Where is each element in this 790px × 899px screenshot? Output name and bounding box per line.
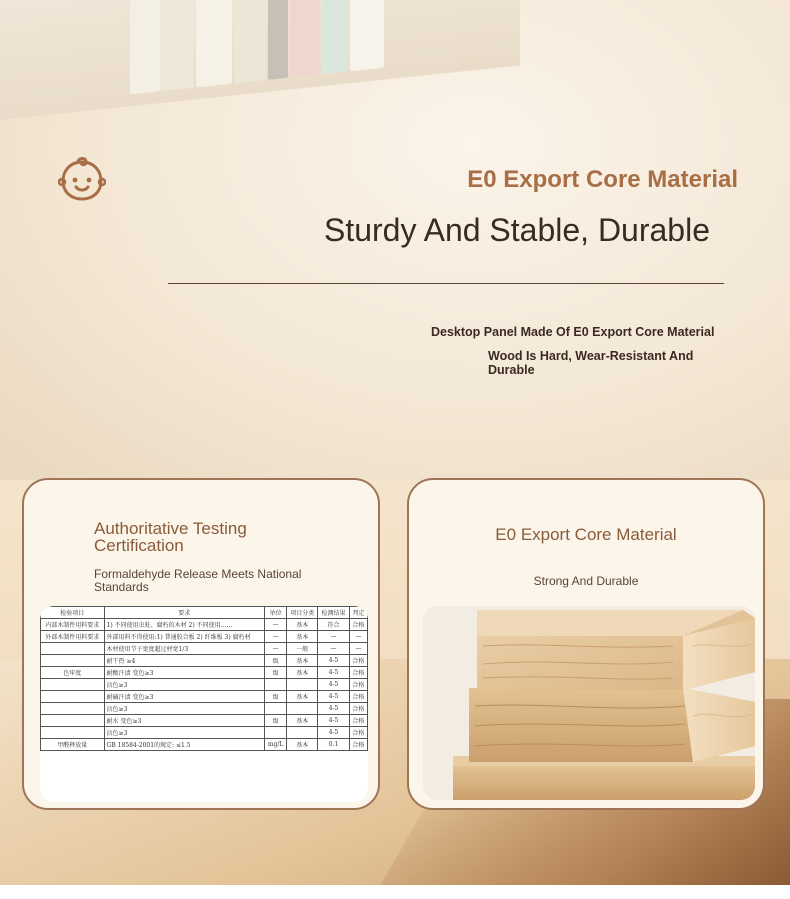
report-cell: 4-5 [318, 679, 349, 691]
section-title: E0 Export Core Material [467, 166, 738, 193]
report-cell: 级 [265, 715, 287, 727]
report-cell [41, 679, 105, 691]
report-cell [41, 691, 105, 703]
report-cell: 4-5 [318, 715, 349, 727]
report-cell: 甲醛释放量 [41, 739, 105, 751]
report-header-cell: 检验项目 [41, 607, 105, 619]
report-cell [41, 727, 105, 739]
core-material-card [407, 478, 765, 810]
description-line-2: Wood Is Hard, Wear-Resistant And Durable [488, 349, 694, 377]
report-row [41, 655, 368, 667]
report-cell: 木材使用节子宽度超过材宽1/3 [104, 643, 265, 655]
report-cell: 基本 [287, 667, 318, 679]
book [160, 0, 194, 91]
report-cell: 耐酸汗渍 变色≥3 [104, 667, 265, 679]
report-cell: 一般 [287, 643, 318, 655]
report-cell [41, 715, 105, 727]
report-header-cell: 要求 [104, 607, 265, 619]
report-row [41, 631, 368, 643]
book [322, 0, 348, 74]
report-row [41, 691, 368, 703]
report-cell: — [265, 643, 287, 655]
report-row [41, 703, 368, 715]
report-cell: — [349, 631, 367, 643]
report-cell: 合格 [349, 727, 367, 739]
report-header-cell: 检测结果 [318, 607, 349, 619]
report-cell: — [265, 631, 287, 643]
report-row [41, 619, 368, 631]
test-report-table [40, 606, 368, 751]
card-subtitle: Formaldehyde Release Meets National Standards [94, 567, 302, 594]
report-cell: 沾色≥3 [104, 703, 265, 715]
report-cell: 外部用料不得使用:1) 普通胶合板 2) 纤维板 3) 腐朽材 [104, 631, 265, 643]
report-cell: 合格 [349, 715, 367, 727]
report-cell: 合格 [349, 691, 367, 703]
report-cell: 级 [265, 691, 287, 703]
report-cell [41, 655, 105, 667]
report-cell: 沾色≥3 [104, 679, 265, 691]
report-cell: — [349, 643, 367, 655]
report-cell: 基本 [287, 739, 318, 751]
card-title: E0 Export Core Material [495, 525, 677, 544]
book [268, 0, 288, 80]
report-row [41, 739, 368, 751]
section-subtitle: Sturdy And Stable, Durable [323, 212, 710, 248]
report-cell [265, 703, 287, 715]
report-cell [41, 703, 105, 715]
report-cell: 合格 [349, 703, 367, 715]
card-title: Authoritative Testing Certification [94, 519, 247, 555]
report-cell: 耐干热 ≥4 [104, 655, 265, 667]
report-header-row [41, 607, 368, 619]
report-cell: GB 18584-2001的规定: ≤1.5 [104, 739, 265, 751]
book [196, 0, 232, 87]
report-cell: 内部木制件用料要求 [41, 619, 105, 631]
report-cell [287, 727, 318, 739]
report-row [41, 715, 368, 727]
report-cell: 沾色≥3 [104, 727, 265, 739]
report-cell: 符合 [318, 619, 349, 631]
divider-line [168, 283, 724, 284]
report-cell: 基本 [287, 631, 318, 643]
report-cell: 级 [265, 667, 287, 679]
report-row [41, 667, 368, 679]
report-cell: 耐水 变色≥3 [104, 715, 265, 727]
baby-face-icon [58, 156, 106, 204]
report-cell: 外部木制件用料要求 [41, 631, 105, 643]
report-cell [287, 703, 318, 715]
report-row [41, 727, 368, 739]
report-cell: 合格 [349, 679, 367, 691]
report-cell: 基本 [287, 655, 318, 667]
report-row [41, 643, 368, 655]
report-cell: 耐碱汗渍 变色≥3 [104, 691, 265, 703]
report-cell: mg/L [265, 739, 287, 751]
report-cell: — [318, 631, 349, 643]
report-cell: 4-5 [318, 703, 349, 715]
report-cell: — [265, 619, 287, 631]
report-cell: 基本 [287, 691, 318, 703]
book [130, 0, 160, 94]
bottom-edge [0, 885, 790, 899]
report-cell [41, 643, 105, 655]
report-header-cell: 判定 [349, 607, 367, 619]
report-cell: 4-5 [318, 727, 349, 739]
report-header-cell: 项目分类 [287, 607, 318, 619]
report-cell [265, 679, 287, 691]
report-cell: — [318, 643, 349, 655]
report-cell: 4-5 [318, 691, 349, 703]
report-cell: 色牢度 [41, 667, 105, 679]
book [290, 0, 320, 78]
book [234, 0, 266, 83]
report-header-cell: 单位 [265, 607, 287, 619]
report-cell: 合格 [349, 655, 367, 667]
report-cell: 合格 [349, 739, 367, 751]
book [350, 0, 384, 71]
report-cell [265, 727, 287, 739]
report-cell: 0.1 [318, 739, 349, 751]
report-cell: 基本 [287, 715, 318, 727]
report-cell: 4-5 [318, 655, 349, 667]
test-report-image [40, 606, 368, 802]
certification-card [22, 478, 380, 810]
report-cell: 合格 [349, 619, 367, 631]
report-cell: 合格 [349, 667, 367, 679]
report-cell: 4-5 [318, 667, 349, 679]
report-cell [287, 679, 318, 691]
card-subtitle: Strong And Durable [533, 574, 639, 588]
wood-boards-image [423, 606, 755, 800]
report-cell: 级 [265, 655, 287, 667]
report-cell: 基本 [287, 619, 318, 631]
stacked-wood-boards [423, 606, 755, 800]
report-cell: 1) 不同使用虫蛀、腐朽的木材 2) 不同使用…… [104, 619, 265, 631]
report-row [41, 679, 368, 691]
description-line-1: Desktop Panel Made Of E0 Export Core Material [431, 325, 715, 339]
